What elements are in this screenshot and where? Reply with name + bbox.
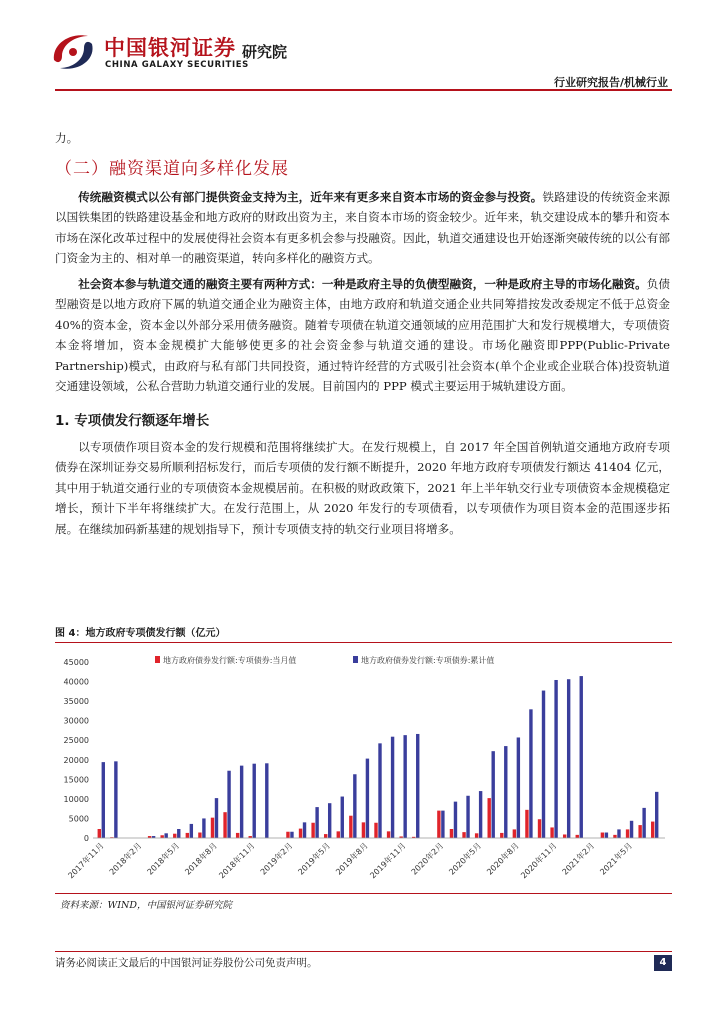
bar-monthly bbox=[437, 811, 440, 838]
y-tick-label: 10000 bbox=[63, 794, 89, 804]
bar-cumulative bbox=[328, 803, 331, 838]
bar-monthly bbox=[223, 812, 226, 838]
bar-monthly bbox=[311, 823, 314, 838]
figure-source: 资料来源：WIND，中国银河证券研究院 bbox=[60, 900, 232, 911]
bar-cumulative bbox=[315, 807, 318, 838]
bar-monthly bbox=[576, 835, 579, 838]
paragraph-2 bbox=[55, 274, 670, 397]
page-header bbox=[0, 0, 724, 92]
bar-cumulative bbox=[529, 709, 532, 838]
bar-cumulative bbox=[253, 764, 256, 838]
main-content bbox=[55, 128, 670, 544]
bar-cumulative bbox=[642, 808, 645, 838]
x-tick-label: 2020年5月 bbox=[447, 841, 484, 877]
y-tick-label: 20000 bbox=[63, 755, 89, 765]
paragraph-1-lead: 传统融资模式以公有部门提供资金支持为主，近年来有更多来自资本市场的资金参与投资。 bbox=[78, 189, 543, 204]
logo-english-name: CHINA GALAXY SECURITIES bbox=[105, 60, 249, 70]
bar-cumulative bbox=[202, 818, 205, 838]
bar-monthly bbox=[374, 823, 377, 838]
bar-monthly bbox=[299, 829, 302, 838]
bar-cumulative bbox=[441, 811, 444, 838]
report-category: 行业研究报告/机械行业 bbox=[553, 76, 668, 89]
x-tick-label: 2018年8月 bbox=[183, 841, 219, 877]
bar-cumulative bbox=[265, 763, 268, 838]
bar-monthly bbox=[286, 832, 289, 838]
bar-cumulative bbox=[240, 766, 243, 838]
figure-title: 图 4：地方政府专项债发行额（亿元） bbox=[55, 628, 226, 639]
x-tick-label: 2018年5月 bbox=[145, 841, 182, 877]
bar-cumulative bbox=[353, 774, 356, 838]
paragraph-2-body: 负债型融资是以地方政府下属的轨道交通企业为融资主体，由地方政府和轨道交通企业共同筹措按发改委规定不低于总资金 40%的资本金，资本金以外部分采用债务融资。随着专项债在轨道交通领域的应用范围扩大和发行规模增大，专项债资本金将增加，资本金规模扩大能够使更多的社会资金参与轨道交通的建设。市场化融资即PPP(Public-Private Partnership)模式，由政府与私有部门共同投资，通过特许经营的方式吸引社会资本(单个企业或企业联合体)投资轨道交通建设领域，公私合营助力轨道交通行业的发展。目前国内的 PPP 模式主要运用于城轨建设方面。 bbox=[55, 276, 670, 393]
bar-cumulative bbox=[630, 821, 633, 838]
subsection-title: 1. 专项债发行额逐年增长 bbox=[55, 412, 210, 429]
bar-cumulative bbox=[391, 737, 394, 838]
bar-monthly bbox=[626, 829, 629, 838]
paragraph-2-lead: 社会资本参与轨道交通的融资主要有两种方式：一种是政府主导的负债型融资，一种是政府主导的市场化融资。 bbox=[78, 276, 647, 291]
bar-monthly bbox=[198, 833, 201, 838]
bar-monthly bbox=[651, 822, 654, 838]
x-tick-label: 2021年5月 bbox=[598, 841, 635, 877]
bar-monthly bbox=[337, 831, 340, 838]
bar-monthly bbox=[538, 819, 541, 838]
bar-cumulative bbox=[416, 734, 419, 838]
paragraph-3: 以专项债作项目资本金的发行规模和范围将继续扩大。在发行规模上，自 2017 年全国首例轨道交通地方政府专项债券在深圳证券交易所顺利招标发行，而后专项债的发行额不断提升，2020 年地方政府专项债发行额达 41404 亿元，其中用于轨道交通行业的专项债资本金规模居前。在积极的财政政策下，2021 年上半年轨交行业专项债资本金规模稳定增长，预计下半年将继续扩大。在发行范围上，从 2020 年发行的专项债看，以专项债作为项目资本金的范围逐步拓展。在继续加码新基建的规划指导下，预计专项债支持的轨交行业项目将增多。 bbox=[55, 439, 670, 536]
bar-cumulative bbox=[290, 832, 293, 838]
bond-issuance-chart bbox=[55, 646, 672, 890]
logo-chinese-name: 中国银河证券 bbox=[104, 36, 236, 60]
bar-cumulative bbox=[164, 833, 167, 838]
bar-monthly bbox=[613, 835, 616, 838]
bar-cumulative bbox=[492, 751, 495, 838]
x-tick-label: 2018年11月 bbox=[217, 841, 257, 881]
bar-cumulative bbox=[227, 771, 230, 838]
bar-monthly bbox=[475, 833, 478, 838]
x-tick-label: 2017年11月 bbox=[66, 841, 106, 881]
bar-monthly bbox=[450, 829, 453, 838]
bar-monthly bbox=[638, 825, 641, 838]
bar-cumulative bbox=[114, 761, 117, 838]
x-tick-label: 2020年11月 bbox=[519, 841, 559, 881]
bar-monthly bbox=[513, 829, 516, 838]
bar-monthly bbox=[500, 833, 503, 838]
bar-cumulative bbox=[554, 680, 557, 838]
bar-cumulative bbox=[504, 746, 507, 838]
figure-top-rule bbox=[55, 642, 672, 643]
y-tick-label: 40000 bbox=[63, 677, 89, 687]
bar-cumulative bbox=[605, 833, 608, 838]
bar-monthly bbox=[362, 822, 365, 838]
bar-cumulative bbox=[102, 762, 105, 838]
bar-cumulative bbox=[617, 829, 620, 838]
paragraph-1 bbox=[55, 187, 670, 269]
bar-cumulative bbox=[366, 759, 369, 838]
x-tick-label: 2021年2月 bbox=[560, 841, 597, 877]
bar-monthly bbox=[462, 832, 465, 838]
bar-monthly bbox=[186, 833, 189, 838]
x-tick-label: 2020年8月 bbox=[485, 841, 521, 877]
x-tick-label: 2019年5月 bbox=[296, 841, 333, 877]
bar-cumulative bbox=[580, 676, 583, 838]
y-tick-label: 0 bbox=[83, 834, 89, 843]
legend-swatch-cumulative bbox=[353, 656, 358, 663]
bar-cumulative bbox=[567, 679, 570, 838]
bar-monthly bbox=[387, 831, 390, 838]
bar-monthly bbox=[211, 818, 214, 838]
bar-cumulative bbox=[215, 798, 218, 838]
bar-cumulative bbox=[378, 743, 381, 838]
x-tick-label: 2018年2月 bbox=[107, 841, 144, 877]
legend-label-cumulative: 地方政府债券发行额:专项债券:累计值 bbox=[361, 656, 495, 665]
bar-cumulative bbox=[190, 824, 193, 838]
footer-disclaimer: 请务必阅读正文最后的中国银河证券股份公司免责声明。 bbox=[55, 957, 318, 969]
bar-monthly bbox=[324, 834, 327, 838]
x-tick-label: 2019年11月 bbox=[368, 841, 408, 881]
figure-bottom-rule bbox=[55, 893, 672, 894]
header-divider bbox=[55, 89, 672, 91]
bar-monthly bbox=[550, 827, 553, 838]
galaxy-logo-icon bbox=[48, 30, 98, 74]
y-tick-label: 45000 bbox=[63, 658, 89, 667]
y-tick-label: 5000 bbox=[68, 814, 89, 824]
bar-monthly bbox=[525, 810, 528, 838]
bar-monthly bbox=[601, 833, 604, 838]
bar-cumulative bbox=[542, 691, 545, 838]
bar-cumulative bbox=[303, 822, 306, 838]
legend-label-monthly: 地方政府债券发行额:专项债券:当月值 bbox=[163, 656, 297, 665]
bar-cumulative bbox=[479, 791, 482, 838]
bar-cumulative bbox=[466, 796, 469, 838]
bar-cumulative bbox=[655, 792, 658, 838]
legend-swatch-monthly bbox=[155, 656, 160, 663]
bar-cumulative bbox=[403, 735, 406, 838]
x-tick-label: 2019年2月 bbox=[258, 841, 295, 877]
bar-monthly bbox=[563, 834, 566, 838]
bar-monthly bbox=[349, 816, 352, 838]
bar-monthly bbox=[160, 835, 163, 838]
section-title: （二）融资渠道向多样化发展 bbox=[55, 158, 289, 179]
footer-divider bbox=[55, 951, 672, 952]
y-tick-label: 25000 bbox=[63, 736, 89, 746]
bar-monthly bbox=[236, 833, 239, 838]
institute-name: 研究院 bbox=[242, 43, 288, 61]
bar-monthly bbox=[98, 829, 101, 838]
y-tick-label: 30000 bbox=[63, 716, 89, 726]
paragraph-continuation: 力。 bbox=[55, 131, 79, 145]
bar-cumulative bbox=[517, 737, 520, 838]
bar-cumulative bbox=[341, 797, 344, 838]
bar-monthly bbox=[173, 834, 176, 838]
paragraph-1-body: 铁路建设的传统资金来源以国铁集团的铁路建设基金和地方政府的财政出资为主，来自资本市场的资金较少。近年来，轨交建设成本的攀升和资本市场在深化改革过程中的发展使得社会资本有更多机会参与投融资。因此，轨道交通建设也开始逐渐突破传统的以公有部门资金为主的、相对单一的融资渠道，转向多样化的融资方式。 bbox=[55, 189, 670, 265]
y-tick-label: 35000 bbox=[63, 697, 89, 707]
x-tick-label: 2019年8月 bbox=[334, 841, 370, 877]
y-tick-label: 15000 bbox=[63, 775, 89, 785]
bar-cumulative bbox=[454, 802, 457, 838]
bar-cumulative bbox=[177, 829, 180, 838]
x-tick-label: 2020年2月 bbox=[409, 841, 446, 877]
bar-monthly bbox=[488, 798, 491, 838]
page-number: 4 bbox=[654, 955, 672, 971]
